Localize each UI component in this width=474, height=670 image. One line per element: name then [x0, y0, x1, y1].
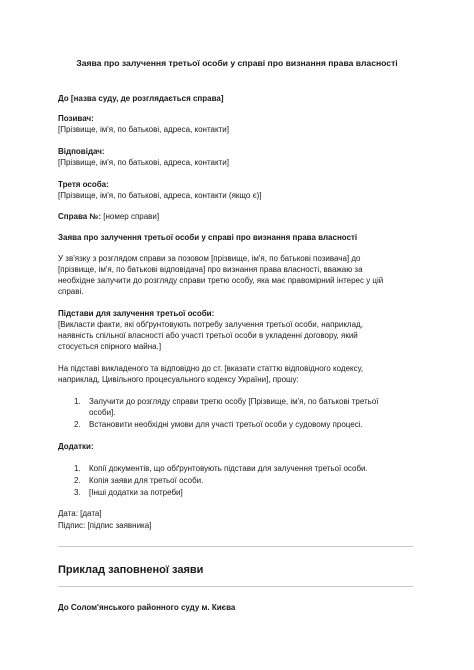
attachment-number: 2.: [74, 476, 81, 485]
basis-line: На підставі викладеного та відповідно до ст. [вказати статтю відповідного кодексу,: [58, 364, 364, 373]
date-line: Дата: [дата]: [58, 509, 102, 518]
case-number-value: [номер справи]: [101, 212, 160, 221]
section-title: Заява про залучення третьої особи у справі про визнання права власності: [58, 233, 358, 242]
grounds-line: стосується спірного майна.]: [58, 342, 162, 351]
plaintiff-value: [Прізвище, ім'я, по батькові, адреса, контакти]: [58, 125, 229, 134]
basis-line: наприклад, Цивільного процесуального кодексу України], прошу:: [58, 375, 299, 384]
request-number: 2.: [74, 420, 81, 429]
document-title: Заява про залучення третьої особи у справі про визнання права власності: [76, 58, 398, 68]
attachment-text: Копії документів, що обґрунтовують підстави для залучення третьої особи.: [89, 464, 368, 473]
intro-line: справі.: [58, 287, 84, 296]
grounds-line: наявність спільної власності або участі третьої особи в укладенні договору, який: [58, 331, 358, 340]
divider: [58, 586, 413, 587]
attachment-text: [Інші додатки за потреби]: [89, 488, 183, 497]
attachment-number: 1.: [74, 464, 81, 473]
case-number-line: [58, 211, 159, 222]
case-number-label: Справа №:: [58, 212, 102, 221]
example-heading: Приклад заповненої заяви: [58, 564, 204, 576]
intro-line: необхідне залучити до розгляду справи третю особу, яка має правомірний інтерес у цій: [58, 276, 384, 285]
attachments-label: Додатки:: [58, 442, 94, 451]
plaintiff-label: Позивач:: [58, 114, 94, 123]
intro-line: У зв'язку з розглядом справи за позовом [прізвище, ім'я, по батькові позивача] до: [58, 254, 361, 263]
request-number: 1.: [74, 397, 81, 406]
third-party-value: [Прізвище, ім'я, по батькові, адреса, контакти (якщо є)]: [58, 191, 262, 200]
attachment-text: Копія заяви для третьої особи.: [89, 476, 204, 485]
intro-line: [прізвище, ім'я, по батькові відповідача] про визнання права власності, вважаю за: [58, 265, 363, 274]
grounds-line: [Викласти факти, які обґрунтовують потребу залучення третьої особи, наприклад,: [58, 320, 363, 329]
attachment-number: 3.: [74, 488, 81, 497]
defendant-value: [Прізвище, ім'я, по батькові, адреса, контакти]: [58, 158, 229, 167]
request-text: Встановити необхідні умови для участі третьої особи у судовому процесі.: [89, 420, 363, 429]
court-line: До [назва суду, де розглядається справа]: [58, 94, 224, 103]
grounds-label: Підстави для залучення третьої особи:: [58, 309, 215, 318]
request-text: особи].: [89, 408, 116, 417]
request-text: Залучити до розгляду справи третю особу [Прізвище, ім'я, по батькові третьої: [89, 397, 379, 406]
third-party-label: Третя особа:: [58, 180, 109, 189]
defendant-label: Відповідач:: [58, 147, 105, 156]
example-court-line: До Солом'янського районного суду м. Києва: [58, 603, 236, 612]
divider: [58, 546, 413, 547]
signature-line: Підпис: [підпис заявника]: [58, 521, 152, 530]
